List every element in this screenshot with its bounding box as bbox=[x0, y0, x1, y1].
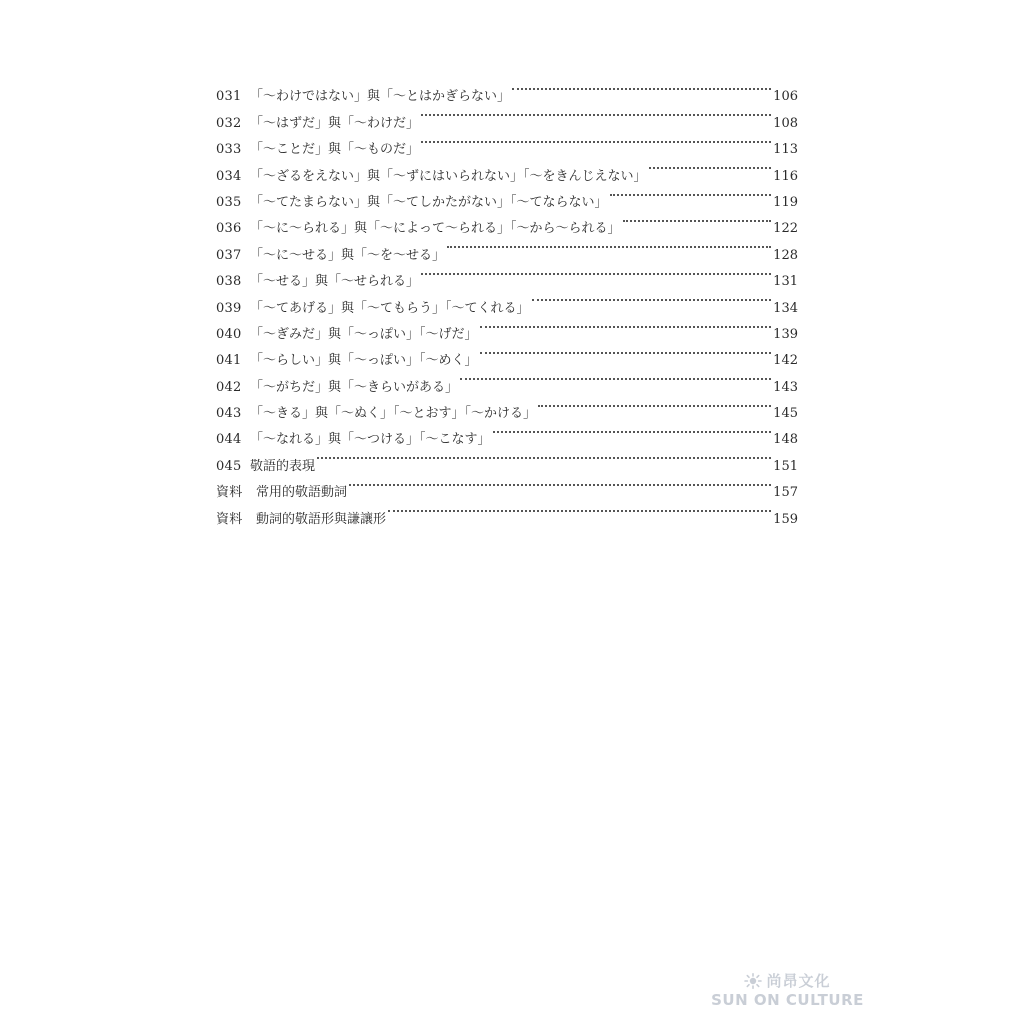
entry-number: 035 bbox=[216, 194, 242, 210]
dot-leader bbox=[447, 232, 771, 258]
page-number: 116 bbox=[773, 168, 798, 184]
page-number: 108 bbox=[773, 115, 798, 131]
entry-title: 「～てたまらない」與「～てしかたがない」「～てならない」 bbox=[250, 194, 608, 210]
entry-number: 036 bbox=[216, 221, 242, 237]
page-number: 128 bbox=[773, 247, 798, 263]
sun-logo-icon bbox=[744, 973, 762, 989]
entry-title: 「～てあげる」與「～てもらう」「～てくれる」 bbox=[250, 300, 530, 316]
page-number: 148 bbox=[773, 432, 798, 448]
page-number: 106 bbox=[773, 89, 798, 105]
entry-number: 032 bbox=[216, 115, 242, 131]
entry-title: 敬語的表現 bbox=[250, 458, 316, 474]
dot-leader bbox=[532, 285, 772, 311]
entry-title: 「～きる」與「～ぬく」「～とおす」「～かける」 bbox=[250, 406, 537, 422]
entry-title: 「～なれる」與「～つける」「～こなす」 bbox=[250, 432, 491, 448]
dot-leader bbox=[512, 74, 771, 100]
logo-top-line bbox=[700, 972, 875, 990]
entry-number: 資料 bbox=[216, 511, 243, 527]
page-number: 159 bbox=[773, 511, 798, 527]
entry-title: 「～ざるをえない」與「～ずにはいられない」「～をきんじえない」 bbox=[250, 168, 647, 184]
entry-number: 044 bbox=[216, 432, 242, 448]
entry-number: 033 bbox=[216, 142, 242, 158]
entry-number: 031 bbox=[216, 89, 242, 105]
page-number: 143 bbox=[773, 379, 798, 395]
page-number: 145 bbox=[773, 406, 798, 422]
entry-title: 「～ことだ」與「～ものだ」 bbox=[250, 142, 420, 158]
page-number: 134 bbox=[773, 300, 798, 316]
page-number: 122 bbox=[773, 221, 798, 237]
entry-title: 「～がちだ」與「～きらいがある」 bbox=[250, 379, 459, 395]
dot-leader bbox=[421, 127, 771, 153]
entry-number: 041 bbox=[216, 353, 242, 369]
entry-number: 034 bbox=[216, 168, 242, 184]
entry-title: 「～に～られる」與「～によって～られる」「～から～られる」 bbox=[250, 221, 621, 237]
entry-number: 042 bbox=[216, 379, 242, 395]
dot-leader bbox=[480, 312, 772, 338]
dot-leader bbox=[349, 470, 771, 496]
page-number: 139 bbox=[773, 326, 798, 342]
dot-leader bbox=[493, 417, 772, 443]
dot-leader bbox=[649, 153, 772, 179]
entry-number: 043 bbox=[216, 406, 242, 422]
dot-leader bbox=[460, 364, 771, 390]
toc-entry bbox=[216, 74, 798, 105]
dot-leader bbox=[480, 338, 772, 364]
dot-leader bbox=[623, 206, 772, 232]
dot-leader bbox=[388, 496, 771, 522]
dot-leader bbox=[538, 391, 771, 417]
dot-leader bbox=[421, 259, 771, 285]
page-number: 151 bbox=[773, 458, 798, 474]
publisher-logo bbox=[700, 972, 875, 1014]
page-number: 113 bbox=[773, 142, 798, 158]
dot-leader bbox=[317, 443, 771, 469]
entry-title: 「～らしい」與「～っぽい」「～めく」 bbox=[250, 353, 478, 369]
logo-english-text: SUN ON CULTURE bbox=[711, 991, 864, 1009]
page-number: 119 bbox=[773, 194, 798, 210]
entry-number: 資料 bbox=[216, 485, 243, 501]
page-number: 131 bbox=[773, 274, 798, 290]
entry-title: 動詞的敬語形與謙讓形 bbox=[256, 511, 387, 527]
entry-title: 「～せる」與「～せられる」 bbox=[250, 274, 420, 290]
entry-title: 「～ぎみだ」與「～っぽい」「～げだ」 bbox=[250, 326, 478, 342]
dot-leader bbox=[421, 100, 771, 126]
entry-number: 037 bbox=[216, 247, 242, 263]
dot-leader bbox=[610, 180, 772, 206]
table-of-contents bbox=[216, 74, 798, 527]
entry-number: 045 bbox=[216, 458, 242, 474]
entry-number: 040 bbox=[216, 326, 242, 342]
page-number: 142 bbox=[773, 353, 798, 369]
entry-title: 常用的敬語動詞 bbox=[256, 485, 348, 501]
entry-title: 「～はずだ」與「～わけだ」 bbox=[250, 115, 420, 131]
page-number: 157 bbox=[773, 485, 798, 501]
entry-number: 038 bbox=[216, 274, 242, 290]
entry-title: 「～わけではない」與「～とはかぎらない」 bbox=[250, 89, 511, 105]
logo-chinese-text: 尚昂文化 bbox=[766, 972, 831, 990]
entry-title: 「～に～せる」與「～を～せる」 bbox=[250, 247, 446, 263]
entry-number: 039 bbox=[216, 300, 242, 316]
